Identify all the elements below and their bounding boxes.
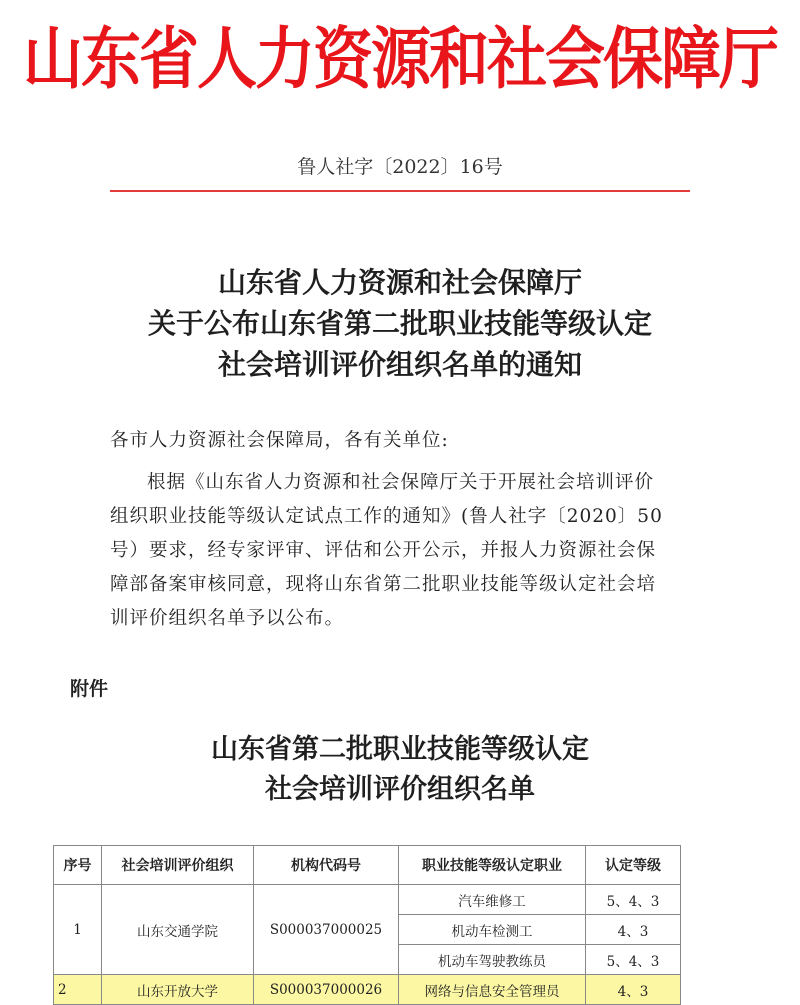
cell-code: S000037000025 [254,885,399,975]
header-code: 机构代码号 [254,846,399,885]
cell-level: 5、4、3 [586,885,681,915]
salutation: 各市人力资源社会保障局，各有关单位: [110,430,449,451]
body-line: 组织职业技能等级认定试点工作的通知》(鲁人社字〔2020〕50 [110,506,663,527]
body-line: 根据《山东省人力资源和社会保障厅关于开展社会培训评价 [147,472,655,493]
cell-level: 5、4、3 [586,945,681,975]
table-row [54,885,681,915]
cell-level: 4、3 [586,915,681,945]
header-occupation: 职业技能等级认定职业 [399,846,586,885]
body-line: 障部备案审核同意，现将山东省第二批职业技能等级认定社会培 [110,574,657,595]
attachment-label: 附件 [70,678,109,700]
body-line: 号）要求，经专家评审、评估和公开公示，并报人力资源社会保 [110,540,657,561]
cell-code: S000037000026 [254,975,399,1005]
cell-org: 山东开放大学 [102,975,254,1005]
body-line: 训评价组织名单予以公布。 [110,608,345,629]
table-header-row [54,846,681,885]
agency-header-title: 山东省人力资源和社会保障厅 [23,20,777,99]
list-title [0,730,800,810]
cell-occupation: 汽车维修工 [399,885,586,915]
red-divider [110,190,690,192]
notice-body [110,466,700,636]
notice-title-line: 关于公布山东省第二批职业技能等级认定 [147,307,652,340]
list-title-line: 山东省第二批职业技能等级认定 [211,734,589,765]
notice-title-line: 社会培训评价组织名单的通知 [217,348,582,381]
table-row-highlighted [54,975,681,1005]
notice-title-line: 山东省人力资源和社会保障厅 [217,266,582,299]
cell-level: 4、3 [586,975,681,1005]
notice-title [0,262,800,385]
header-org: 社会培训评价组织 [102,846,254,885]
header-no: 序号 [54,846,102,885]
cell-occupation: 网络与信息安全管理员 [399,975,586,1005]
organization-table [53,845,681,1005]
cell-occupation: 机动车检测工 [399,915,586,945]
header-level: 认定等级 [586,846,681,885]
document-number: 鲁人社字〔2022〕16号 [297,156,503,178]
list-title-line: 社会培训评价组织名单 [265,774,535,805]
cell-no: 1 [54,885,102,975]
cell-no: 2 [54,975,102,1005]
cell-org: 山东交通学院 [102,885,254,975]
cell-occupation: 机动车驾驶教练员 [399,945,586,975]
